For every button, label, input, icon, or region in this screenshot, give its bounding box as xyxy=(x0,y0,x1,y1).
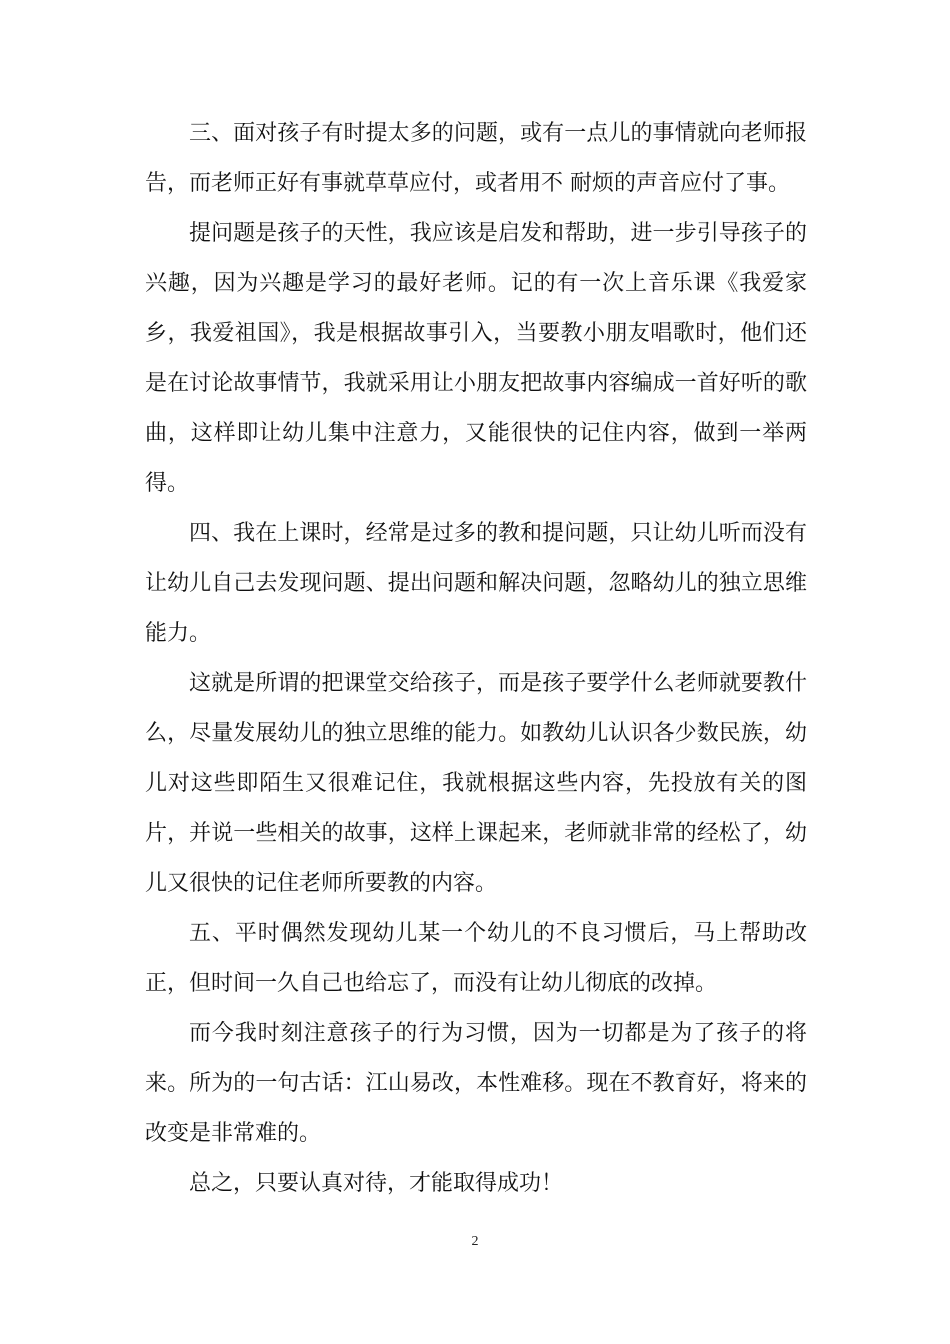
paragraph-1: 三、面对孩子有时提太多的问题，或有一点儿的事情就向老师报告，而老师正好有事就草草应付，或者用不 耐烦的声音应付了事。 xyxy=(145,121,807,196)
paragraph-6: 而今我时刻注意孩子的行为习惯，因为一切都是为了孩子的将来。所为的一句古话：江山易改，本性难移。现在不教育好，将来的改变是非常难的。 xyxy=(145,1021,807,1146)
paragraph-7: 总之，只要认真对待，才能取得成功！ xyxy=(189,1171,564,1196)
paragraph-5: 五、平时偶然发现幼儿某一个幼儿的不良习惯后，马上帮助改正，但时间一久自己也给忘了，而没有让幼儿彻底的改掉。 xyxy=(145,921,807,996)
paragraph-3: 四、我在上课时，经常是过多的教和提问题，只让幼儿听而没有让幼儿自己去发现问题、提出问题和解决问题，忽略幼儿的独立思维能力。 xyxy=(145,521,807,646)
paragraph-4: 这就是所谓的把课堂交给孩子，而是孩子要学什么老师就要教什么，尽量发展幼儿的独立思维的能力。如教幼儿认识各少数民族，幼儿对这些即陌生又很难记住，我就根据这些内容，先投放有关的图片，并说一些相关的故事，这样上课起来，老师就非常的经松了，幼儿又很快的记住老师所要教的内容。 xyxy=(145,671,807,896)
document-body xyxy=(145,109,807,1209)
page-number: 2 xyxy=(471,1234,479,1249)
paragraph-2: 提问题是孩子的天性，我应该是启发和帮助，进一步引导孩子的兴趣，因为兴趣是学习的最好老师。记的有一次上音乐课《我爱家乡，我爱祖国》，我是根据故事引入，当要教小朋友唱歌时，他们还是在讨论故事情节，我就采用让小朋友把故事内容编成一首好听的歌曲，这样即让幼儿集中注意力，又能很快的记住内容，做到一举两得。 xyxy=(145,221,807,496)
